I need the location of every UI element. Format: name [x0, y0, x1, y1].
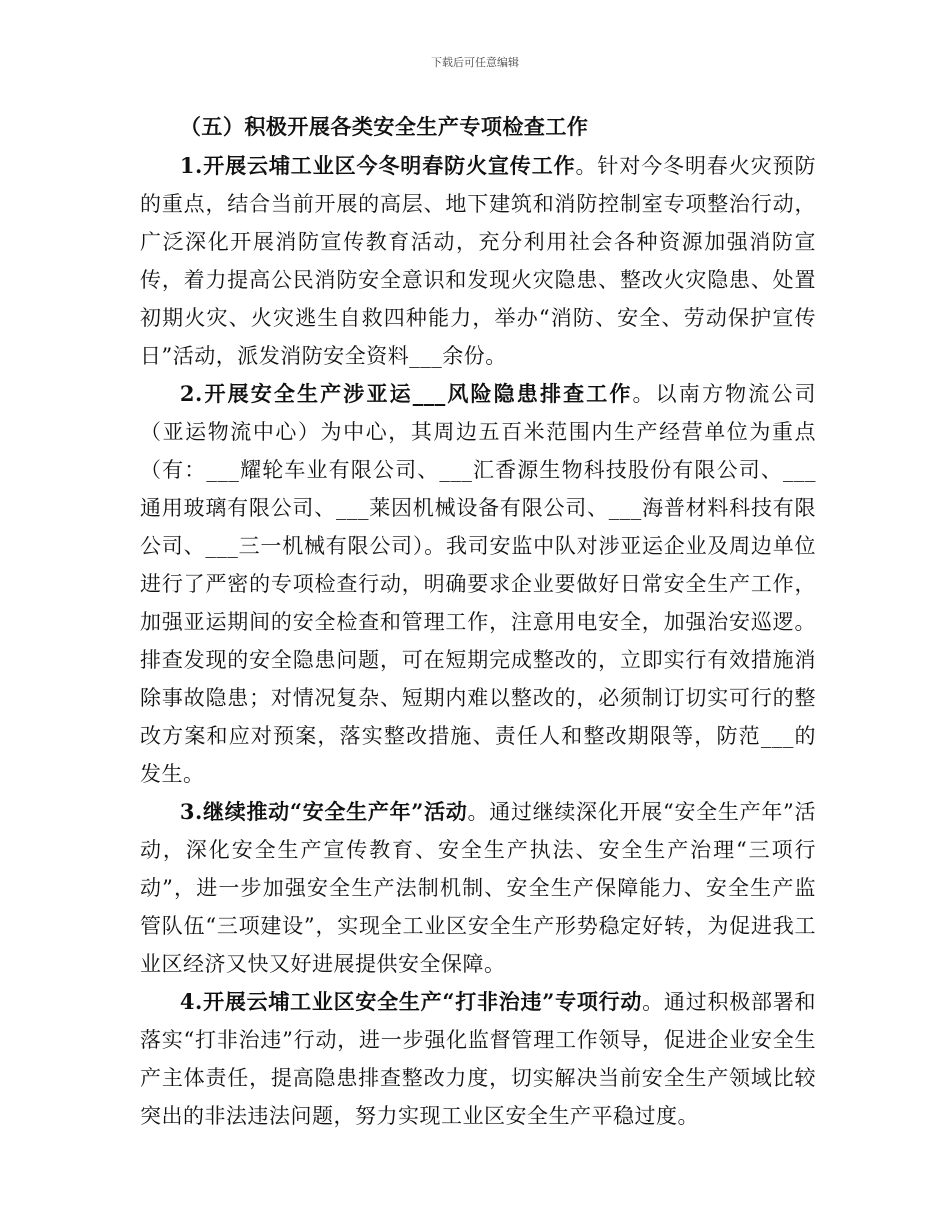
paragraph-2	[140, 375, 816, 793]
document-body	[140, 108, 816, 1135]
paragraph-1-lead: 1.开展云埔工业区今冬明春防火宣传工作	[179, 152, 576, 178]
paragraph-2-body: 。以南方物流公司（亚运物流中心）为中心，其周边五百米范围内生产经营单位为重点（有：___耀轮车业有限公司、___汇香源生物科技股份有限公司、___通用玻璃有限公司、___莱因机械设备有限公司、___海普材料科技有限公司、___三一机械有限公司）。我司安监中队对涉亚运企业及周边单位进行了严密的专项检查行动，明确要求企业要做好日常安全生产工作，加强亚运期间的安全检查和管理工作，注意用电安全，加强治安巡逻。排查发现的安全隐患问题，可在短期完成整改的，立即实行有效措施消除事故隐患；对情况复杂、短期内难以整改的，必须制订切实可行的整改方案和应对预案，落实整改措施、责任人和整改期限等，防范___的发生。	[140, 381, 817, 786]
paragraph-2-lead: 2.开展安全生产涉亚运___风险隐患排查工作	[179, 380, 633, 406]
paragraph-3-body: 。通过继续深化开展“安全生产年”活动，深化安全生产宣传教育、安全生产执法、安全生产治理“三项行动”，进一步加强安全生产法制机制、安全生产保障能力、安全生产监管队伍“三项建设”，实现全工业区安全生产形势稳定好转，为促进我工业区经济又快又好进展提供安全保障。	[140, 799, 816, 976]
paragraph-1	[140, 147, 816, 375]
paragraph-4-lead: 4.开展云埔工业区安全生产“打非治违”专项行动	[179, 988, 643, 1014]
paragraph-3	[140, 793, 816, 983]
paragraph-4	[140, 983, 816, 1135]
paragraph-1-body: 。针对今冬明春火灾预防的重点，结合当前开展的高层、地下建筑和消防控制室专项整治行动，广泛深化开展消防宣传教育活动，充分利用社会各种资源加强消防宣传，着力提高公民消防安全意识和发现火灾隐患、整改火灾隐患、处置初期火灾、火灾逃生自救四种能力，举办“消防、安全、劳动保护宣传日”活动，派发消防安全资料___余份。	[140, 153, 817, 368]
paragraph-3-lead: 3.继续推动“安全生产年”活动	[179, 798, 468, 824]
paragraph-4-body: 。通过积极部署和落实“打非治违”行动，进一步强化监督管理工作领导，促进企业安全生产主体责任，提高隐患排查整改力度，切实解决当前安全生产领域比较突出的非法违法问题，努力实现工业区安全生产平稳过度。	[140, 989, 816, 1128]
page-header-note: 下载后可任意编辑	[431, 56, 519, 69]
section-heading: （五）积极开展各类安全生产专项检查工作	[179, 114, 589, 139]
